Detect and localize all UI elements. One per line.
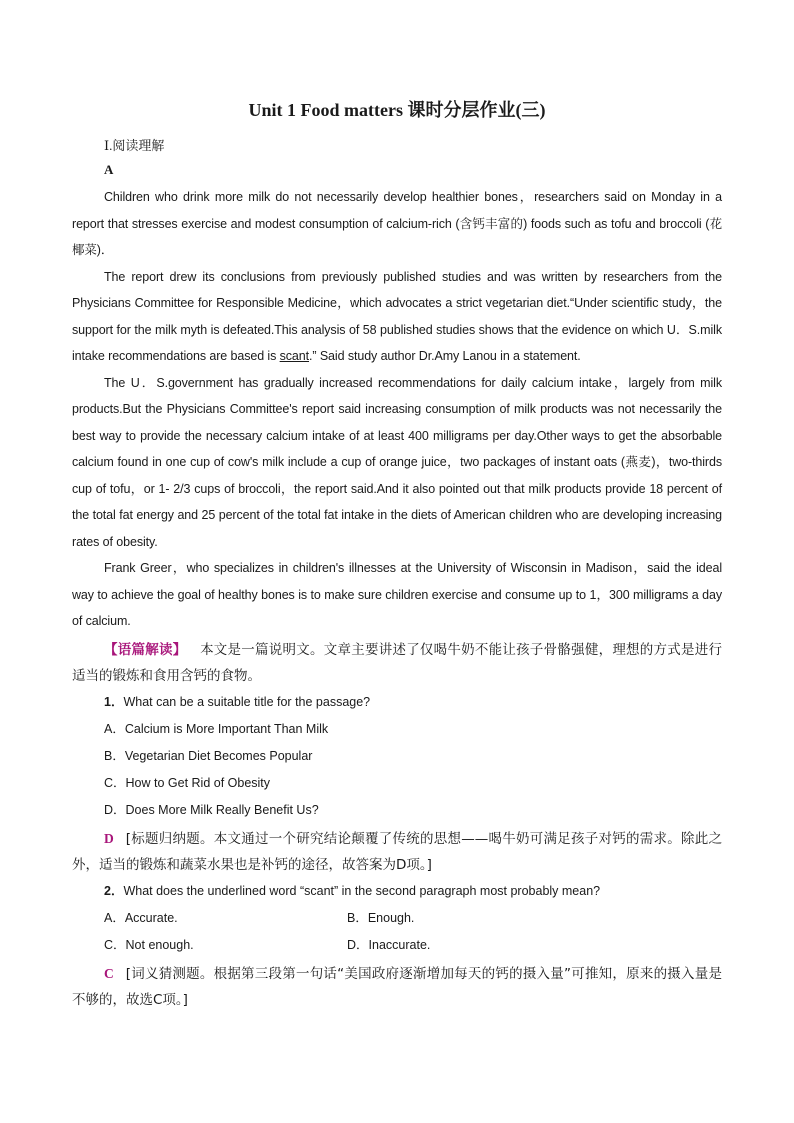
question-2: [104, 878, 722, 905]
q1-answer: [72, 826, 722, 878]
page-title: Unit 1 Food matters 课时分层作业(三): [248, 100, 546, 120]
q1-option-a: A．Calcium is More Important Than Milk: [104, 721, 329, 736]
passage-note: [72, 637, 722, 689]
question-1: [104, 689, 722, 716]
question-2-text: What does the underlined word “scant” in the second paragraph most probably mean?: [123, 883, 601, 898]
question-1-number: 1．: [104, 694, 124, 709]
paragraph-4: Frank Greer，who specializes in children's illnesses at the University of Wisconsin in Madison，said the ideal way to achieve the goal of healthy bones is to make sure children exercise and consume up to 1，300 milligrams a day of calcium.: [72, 561, 722, 628]
q2-answer-letter: C: [104, 965, 114, 981]
document-content: [72, 96, 722, 1013]
paragraph-2-text-b: .” Said study author Dr.Amy Lanou in a statement.: [309, 349, 581, 363]
note-tag: 【语篇解读】: [104, 641, 187, 658]
q1-answer-letter: D: [104, 830, 114, 846]
q1-explanation: [标题归纳题。本文通过一个研究结论颠覆了传统的思想——喝牛奶可满足孩子对钙的需求。除此之外，适当的锻炼和蔬菜水果也是补钙的途径，故答案为D项。]: [72, 830, 722, 873]
q1-option-d: D．Does More Milk Really Benefit Us?: [104, 802, 319, 817]
question-1-text: What can be a suitable title for the passage?: [123, 694, 371, 709]
q2-options-row-2: [104, 932, 722, 959]
q2-option-a: A．Accurate.: [104, 910, 178, 925]
q1-option-b: B．Vegetarian Diet Becomes Popular: [104, 748, 313, 763]
q2-option-d: D．Inaccurate.: [347, 937, 431, 952]
paragraph-3: The U．S.government has gradually increased recommendations for daily calcium intake，largely from milk products.But the Physicians Committee's report said increasing consumption of milk products was not necessarily the best way to provide the necessary calcium intake of at least 400 milligrams per day.Other ways to get the absorbable calcium found in one cup of cow's milk include a cup of orange juice，two packages of instant oats (燕麦)，two-thirds cup of tofu，or 1- 2/3 cups of broccoli，the report said.And it also pointed out that milk products provide 18 percent of the total fat energy and 25 percent of the total fat intake in the diets of American children who are developing increasing rates of obesity.: [72, 375, 722, 549]
q2-answer: [72, 961, 722, 1013]
q2-option-c: C．Not enough.: [104, 937, 194, 952]
q2-option-b: B．Enough.: [347, 910, 415, 925]
note-text: 本文是一篇说明文。文章主要讲述了仅喝牛奶不能让孩子骨骼强健，理想的方式是进行适当的锻炼和食用含钙的食物。: [72, 641, 723, 684]
q2-options-row-1: [104, 905, 722, 932]
paragraph-2: [72, 264, 722, 370]
question-2-number: 2．: [104, 883, 124, 898]
section-heading: Ⅰ.阅读理解: [104, 138, 165, 153]
q2-explanation: [词义猜测题。根据第三段第一句话“美国政府逐渐增加每天的钙的摄入量”可推知，原来的摄入量是不够的，故选C项。]: [72, 965, 722, 1008]
passage-label: A: [104, 162, 114, 177]
paragraph-2-text-a: The report drew its conclusions from previously published studies and was written by researchers from the Physicians Committee for Responsible Medicine，which advocates a strict vegetarian diet.“Under scientific study，the support for the milk myth is defeated.This analysis of 58 published studies shows that the evidence on which U．S.milk intake recommendations are based is: [72, 269, 722, 363]
paragraph-1: Children who drink more milk do not necessarily develop healthier bones，researchers said on Monday in a report that stresses exercise and modest consumption of calcium-rich (含钙丰富的) foods such as tofu and broccoli (花椰菜)．: [72, 190, 722, 257]
underlined-word: scant: [279, 349, 310, 363]
q1-option-c: C．How to Get Rid of Obesity: [104, 775, 271, 790]
